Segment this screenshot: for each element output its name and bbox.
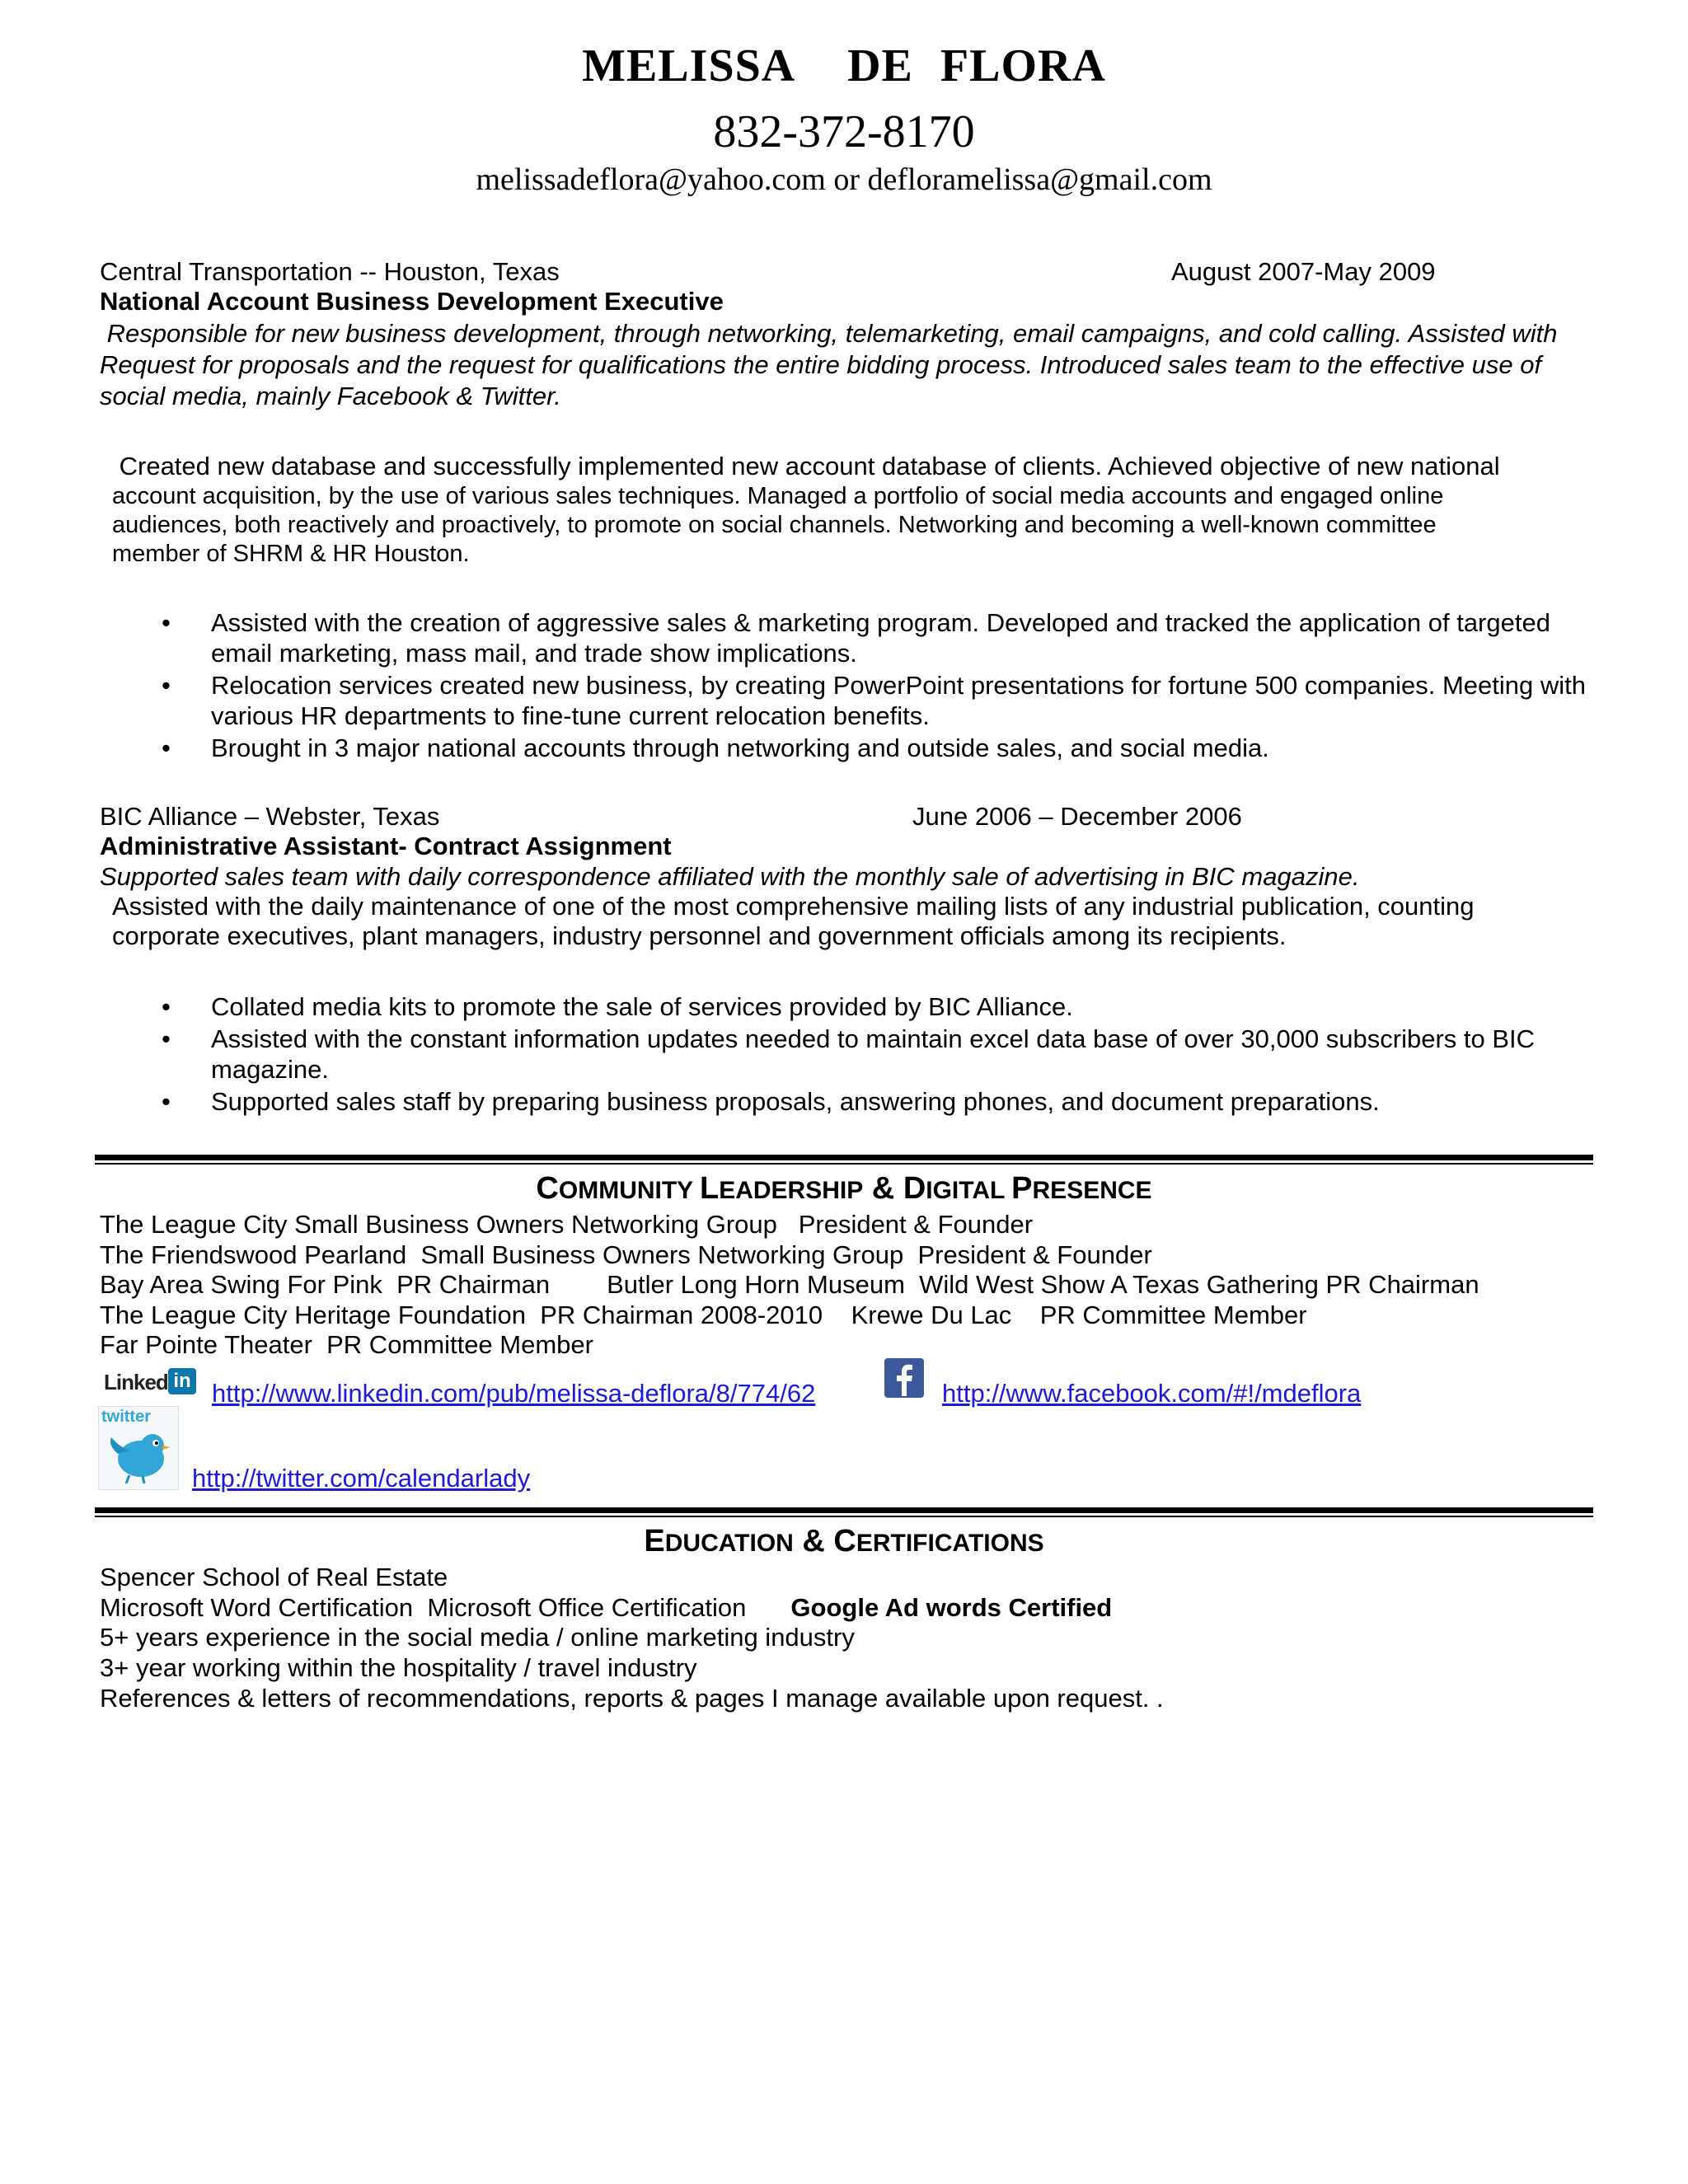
bullet-icon: •	[162, 733, 171, 762]
job1-summary: Responsible for new business development, through networking, telemarketing, email campaigns, and cold calling. Assisted with Request for proposals and the request for qualifications the entire bidding process. Introduced sales team to the effective use of social media, mainly Facebook & Twitter.	[100, 319, 1565, 410]
job2-summary: Supported sales team with daily correspondence affiliated with the monthly sale of advertising in BIC magazine.	[100, 862, 1360, 891]
twitter-link[interactable]: http://twitter.com/calendarlady	[192, 1464, 531, 1493]
job1-title: National Account Business Development Executive	[100, 287, 724, 316]
job1-paragraph-line: account acquisition, by the use of various sales techniques. Managed a portfolio of social media accounts and engaged online	[112, 483, 1444, 509]
list-item: • Relocation services created new business, by creating PowerPoint presentations for fortune 500 companies. Meeting with various HR departments to fine-tune current relocation benefits.	[162, 671, 1587, 730]
bullet-icon: •	[162, 671, 171, 700]
job2-title: Administrative Assistant- Contract Assignment	[100, 832, 672, 860]
job1-dates: August 2007-May 2009	[1171, 257, 1436, 286]
section-divider	[95, 1516, 1593, 1517]
job1-bullet-list	[99, 607, 1607, 765]
education-line: Spencer School of Real Estate	[100, 1563, 448, 1591]
education-line: 3+ year working within the hospitality / travel industry	[100, 1653, 697, 1682]
community-line: Far Pointe Theater PR Committee Member	[100, 1330, 593, 1359]
twitter-icon: twitter	[98, 1406, 177, 1488]
job1-company: Central Transportation -- Houston, Texas	[100, 257, 560, 286]
education-line: 5+ years experience in the social media / online marketing industry	[100, 1623, 855, 1652]
section-divider	[95, 1507, 1593, 1513]
section-divider	[95, 1155, 1593, 1160]
list-item: • Assisted with the creation of aggressive sales & marketing program. Developed and tracked the application of targeted email marketing, mass mail, and trade show implications.	[162, 608, 1550, 668]
job2-paragraph-line: corporate executives, plant managers, industry personnel and government officials among its recipients.	[112, 921, 1287, 950]
job1-paragraph-line: audiences, both reactively and proactively, to promote on social channels. Networking and becoming a well-known committee	[112, 512, 1437, 538]
facebook-icon	[884, 1358, 924, 1398]
candidate-email: melissadeflora@yahoo.com or defloramelissa@gmail.com	[476, 162, 1212, 197]
bullet-icon: •	[162, 1024, 171, 1053]
linkedin-icon: Linked in	[104, 1368, 198, 1401]
education-section-title: EDUCATION & CERTIFICATIONS	[644, 1524, 1044, 1558]
list-item: • Supported sales staff by preparing business proposals, answering phones, and document preparations.	[162, 1087, 1380, 1116]
community-section-title: COMMUNITY LEADERSHIP & DIGITAL PRESENCE	[536, 1171, 1152, 1206]
job1-paragraph-line: member of SHRM & HR Houston.	[112, 541, 470, 567]
job2-company: BIC Alliance – Webster, Texas	[100, 802, 440, 831]
community-line: The League City Heritage Foundation PR Chairman 2008-2010 Krewe Du Lac PR Committee Member	[100, 1301, 1307, 1329]
list-item: • Collated media kits to promote the sale of services provided by BIC Alliance.	[162, 992, 1073, 1021]
job2-paragraph-line: Assisted with the daily maintenance of one of the most comprehensive mailing lists of any industrial publication, counting	[112, 892, 1475, 921]
job2-dates: June 2006 – December 2006	[912, 802, 1242, 831]
section-divider	[95, 1163, 1593, 1165]
education-line: References & letters of recommendations, reports & pages I manage available upon request. .	[100, 1684, 1164, 1713]
education-line: Microsoft Word Certification Microsoft Office Certification Google Ad words Certified	[100, 1593, 1113, 1622]
community-line: The Friendswood Pearland Small Business Owners Networking Group President & Founder	[100, 1240, 1152, 1269]
candidate-name: MELISSA DE FLORA	[582, 40, 1106, 91]
list-item: • Brought in 3 major national accounts through networking and outside sales, and social media.	[162, 733, 1269, 762]
job2-bullet-list	[99, 991, 1607, 1118]
list-item: • Assisted with the constant information updates needed to maintain excel data base of over 30,000 subscribers to BIC magazine.	[162, 1024, 1536, 1084]
google-adwords-certification: Google Ad words Certified	[790, 1593, 1113, 1622]
job1-paragraph-line: Created new database and successfully implemented new account database of clients. Achieved objective of new national	[112, 452, 1500, 480]
bullet-icon: •	[162, 608, 171, 637]
candidate-phone: 832-372-8170	[713, 106, 975, 157]
bullet-icon: •	[162, 992, 171, 1021]
bullet-icon: •	[162, 1087, 171, 1116]
linkedin-link[interactable]: http://www.linkedin.com/pub/melissa-deflora/8/774/62	[212, 1379, 816, 1408]
community-line: Bay Area Swing For Pink PR Chairman Butler Long Horn Museum Wild West Show A Texas Gathering PR Chairman	[100, 1270, 1479, 1299]
community-line: The League City Small Business Owners Networking Group President & Founder	[100, 1210, 1034, 1239]
facebook-link[interactable]: http://www.facebook.com/#!/mdeflora	[942, 1379, 1362, 1408]
